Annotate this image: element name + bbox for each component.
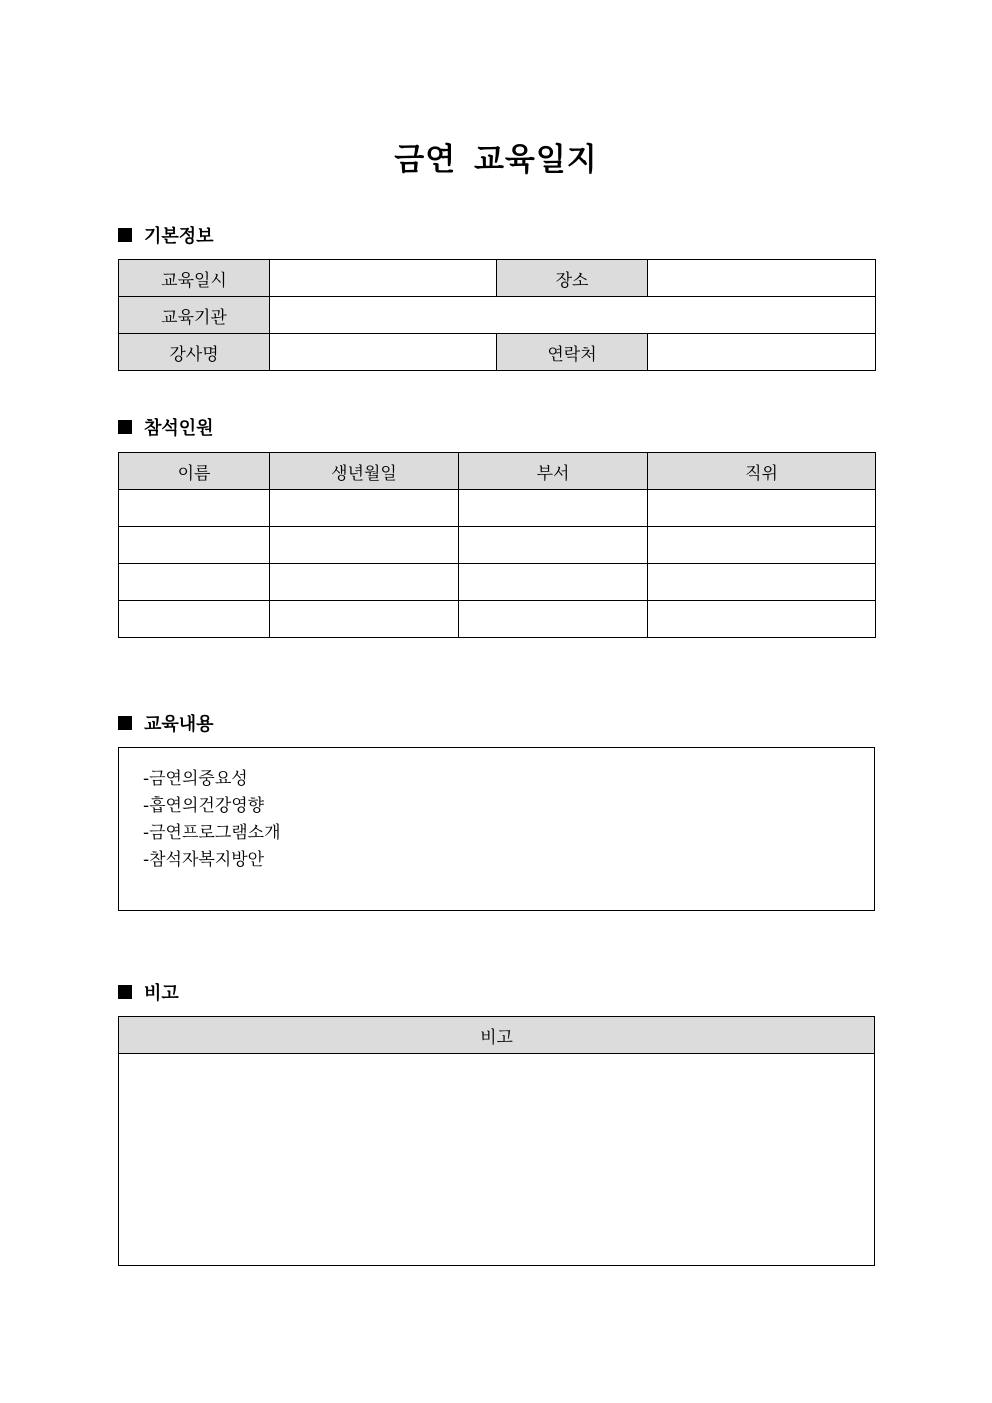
list-item: -금연프로그램소개 — [143, 823, 281, 843]
column-header-name: 이름 — [119, 453, 270, 490]
content-list — [119, 748, 874, 874]
section-heading-attendees — [118, 414, 214, 440]
column-header-position: 직위 — [648, 453, 876, 490]
attendee-position-cell[interactable] — [648, 601, 876, 638]
instructor-label: 강사명 — [119, 334, 270, 371]
location-field[interactable] — [648, 260, 876, 297]
section-heading-remarks — [118, 979, 179, 1005]
table-row — [119, 1054, 875, 1266]
contact-field[interactable] — [648, 334, 876, 371]
basic-info-heading: 기본정보 — [144, 226, 214, 247]
attendee-position-cell[interactable] — [648, 564, 876, 601]
contact-label: 연락처 — [497, 334, 648, 371]
list-item: -흡연의건강영향 — [143, 796, 265, 816]
table-header-row — [119, 453, 876, 490]
table-row — [119, 527, 876, 564]
education-datetime-label: 교육일시 — [119, 260, 270, 297]
table-row — [119, 334, 876, 371]
square-bullet-icon — [118, 228, 132, 242]
table-header-row — [119, 1017, 875, 1054]
document-title: 금연 교육일지 — [394, 142, 598, 178]
institution-field[interactable] — [270, 297, 876, 334]
attendee-department-cell[interactable] — [459, 527, 648, 564]
attendee-position-cell[interactable] — [648, 527, 876, 564]
square-bullet-icon — [118, 716, 132, 730]
attendee-department-cell[interactable] — [459, 564, 648, 601]
section-heading-content — [118, 710, 214, 736]
location-label: 장소 — [497, 260, 648, 297]
table-row — [119, 297, 876, 334]
attendee-name-cell[interactable] — [119, 601, 270, 638]
attendee-name-cell[interactable] — [119, 564, 270, 601]
remarks-column-header: 비고 — [119, 1017, 875, 1054]
attendee-name-cell[interactable] — [119, 527, 270, 564]
section-heading-basic-info — [118, 222, 214, 248]
attendee-department-cell[interactable] — [459, 490, 648, 527]
education-content-box[interactable] — [118, 747, 875, 911]
education-datetime-field[interactable] — [270, 260, 497, 297]
attendee-name-cell[interactable] — [119, 490, 270, 527]
table-row — [119, 601, 876, 638]
column-header-department: 부서 — [459, 453, 648, 490]
attendee-birthdate-cell[interactable] — [270, 490, 459, 527]
square-bullet-icon — [118, 420, 132, 434]
institution-label: 교육기관 — [119, 297, 270, 334]
attendee-department-cell[interactable] — [459, 601, 648, 638]
content-heading: 교육내용 — [144, 714, 214, 735]
remarks-table — [118, 1016, 875, 1266]
attendee-birthdate-cell[interactable] — [270, 601, 459, 638]
attendees-table — [118, 452, 876, 638]
instructor-field[interactable] — [270, 334, 497, 371]
remarks-field[interactable] — [119, 1054, 875, 1266]
list-item: -금연의중요성 — [143, 769, 248, 789]
basic-info-table — [118, 259, 876, 371]
attendee-birthdate-cell[interactable] — [270, 527, 459, 564]
table-row — [119, 260, 876, 297]
table-row — [119, 564, 876, 601]
attendee-position-cell[interactable] — [648, 490, 876, 527]
column-header-birthdate: 생년월일 — [270, 453, 459, 490]
attendee-birthdate-cell[interactable] — [270, 564, 459, 601]
attendees-heading: 참석인원 — [144, 418, 214, 439]
list-item: -참석자복지방안 — [143, 850, 265, 870]
square-bullet-icon — [118, 985, 132, 999]
remarks-heading: 비고 — [144, 983, 179, 1004]
table-row — [119, 490, 876, 527]
